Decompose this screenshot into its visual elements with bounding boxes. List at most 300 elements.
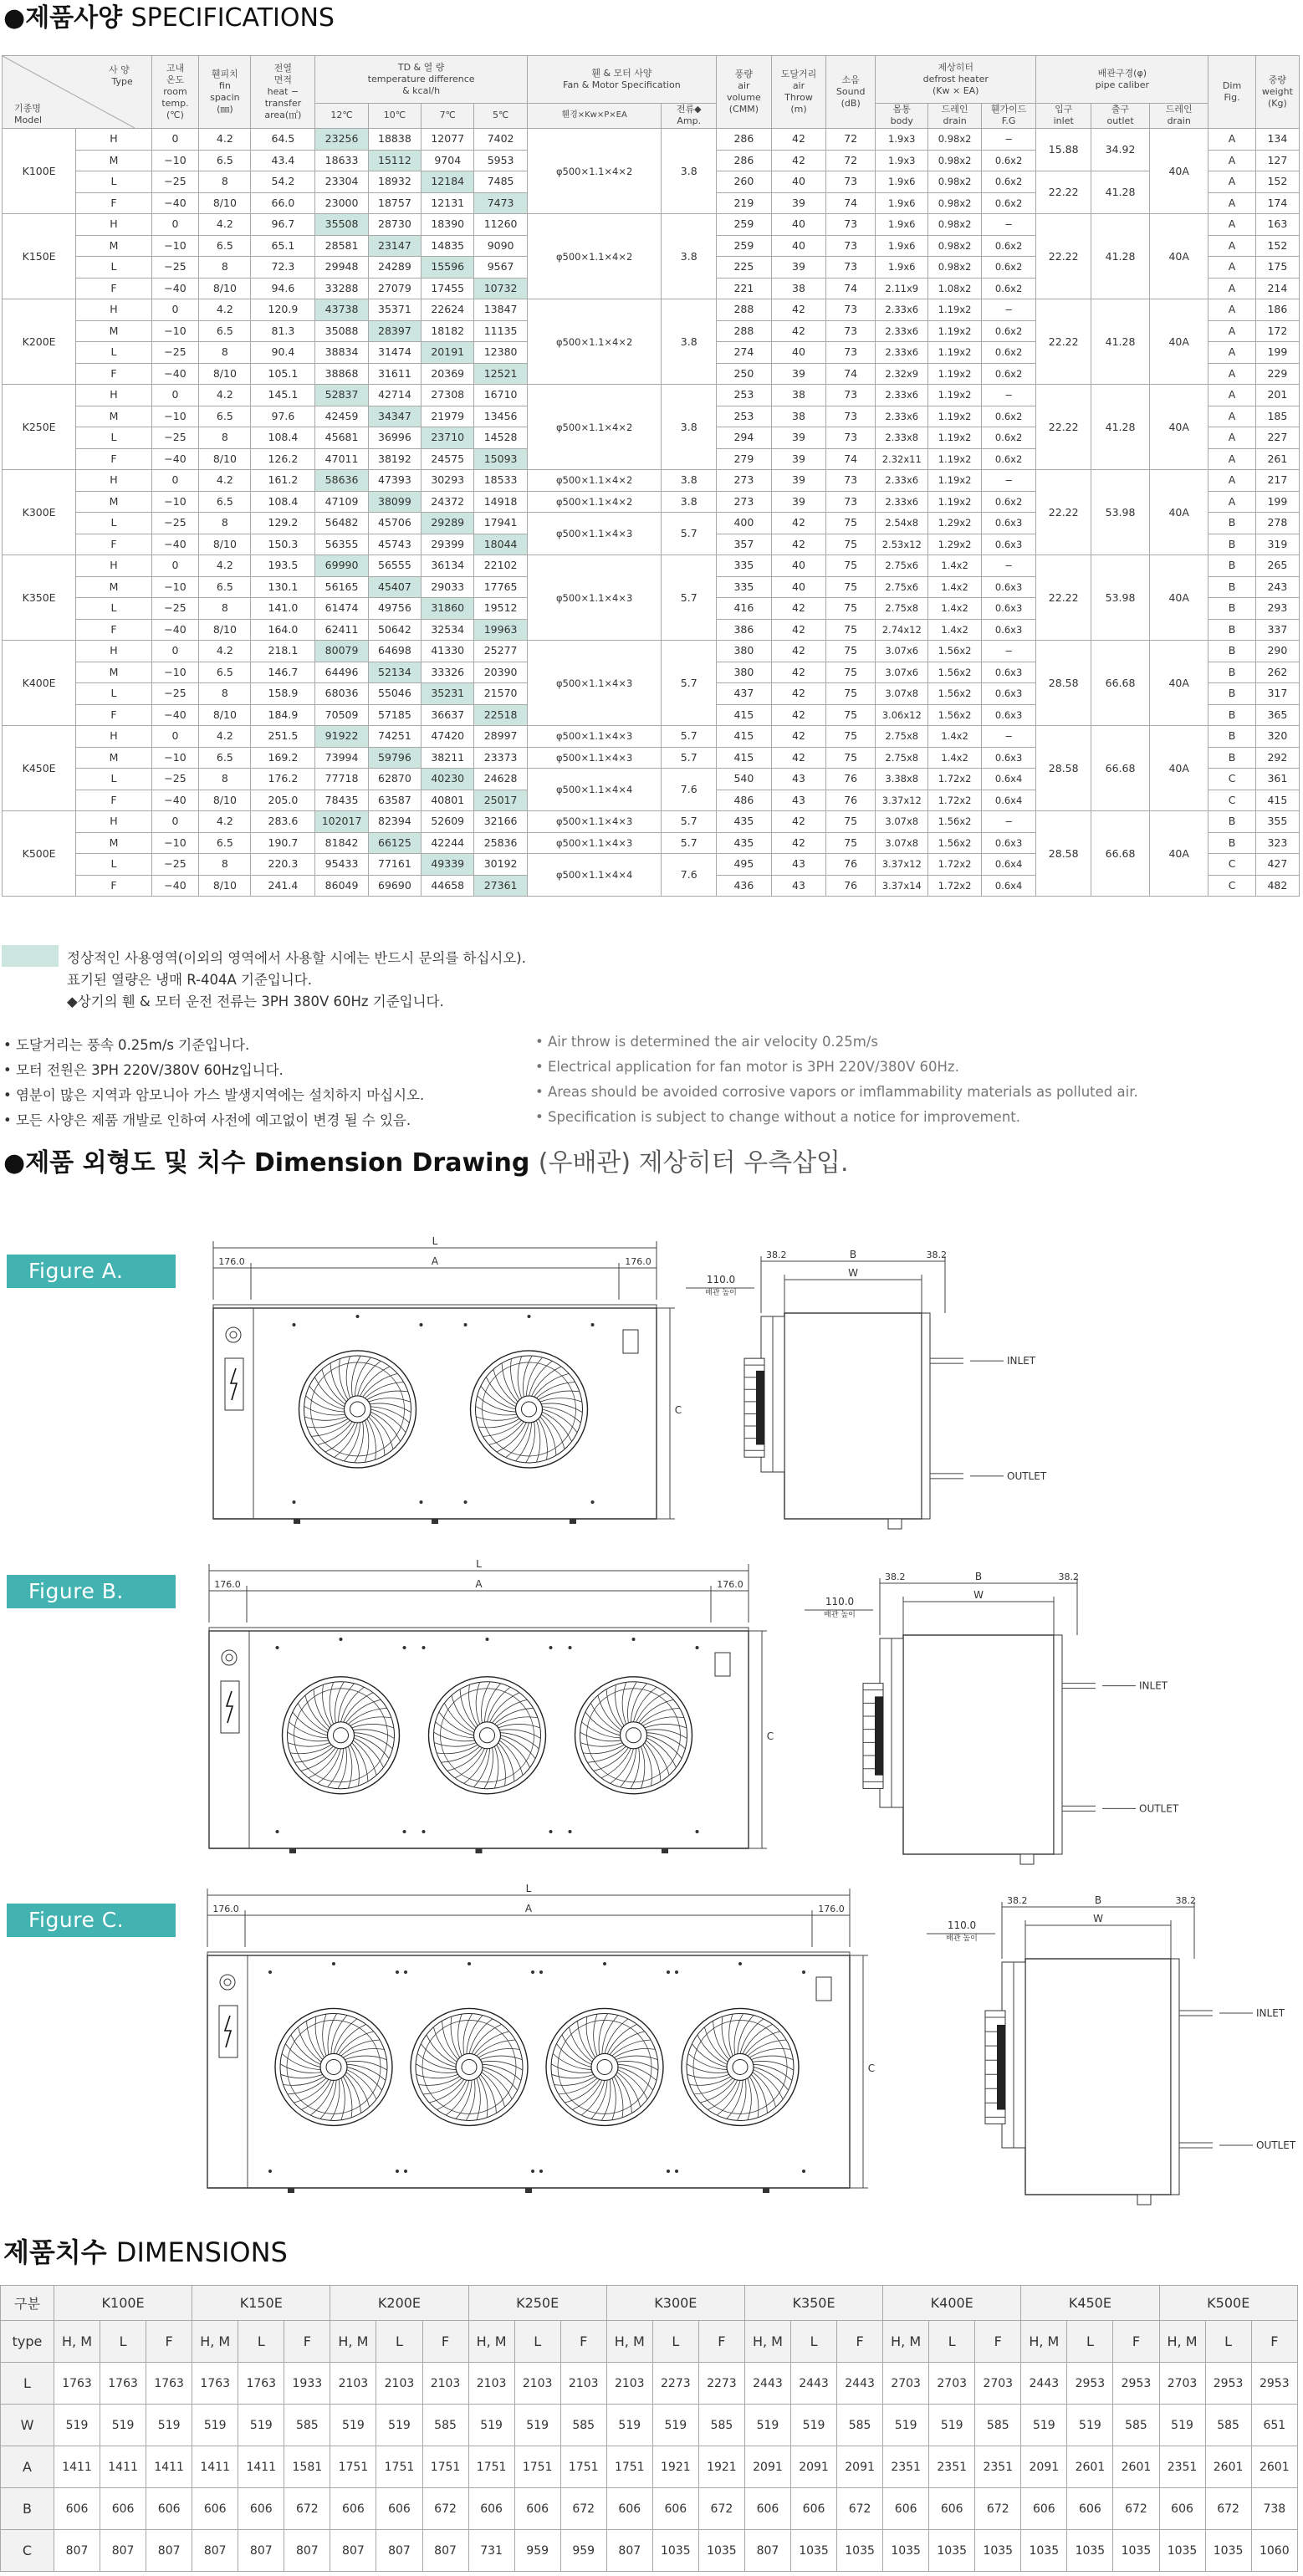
air-throw: 38 xyxy=(771,278,826,299)
defrost-drain: 1.08x2 xyxy=(928,278,981,299)
dim-figure: B xyxy=(1208,747,1256,769)
amp: 5.7 xyxy=(662,726,717,748)
dim-value: 2601 xyxy=(1251,2446,1297,2488)
dim-value: 2953 xyxy=(1205,2363,1251,2405)
header-line: 중량 xyxy=(1268,74,1287,85)
td-kcal: 18044 xyxy=(474,534,527,555)
pipe-outlet: 53.98 xyxy=(1091,470,1150,555)
dim-value: 2953 xyxy=(1113,2363,1159,2405)
td-kcal: 7402 xyxy=(474,129,527,151)
inlet-label: INLET xyxy=(1256,2007,1285,2020)
td-kcal: 12380 xyxy=(474,342,527,364)
dim-row-label: A xyxy=(1,2446,54,2488)
header-line: 휀피치 xyxy=(211,69,238,79)
dim-figure: B xyxy=(1208,555,1256,577)
dim-subcol-header: H, M xyxy=(54,2321,100,2363)
defrost-body: 2.33x6 xyxy=(876,320,928,342)
spec-title-en: SPECIFICATIONS xyxy=(130,3,335,33)
fan-hub xyxy=(516,1396,543,1423)
weight: 292 xyxy=(1255,747,1299,769)
dim-subcol-header: F xyxy=(284,2321,330,2363)
model-name: K350E xyxy=(3,555,76,641)
dim-label-side: 38.2 xyxy=(1007,1895,1028,1906)
pipe-inlet: 28.58 xyxy=(1036,726,1091,811)
dim-value: 1763 xyxy=(100,2363,146,2405)
type-code: M xyxy=(76,150,151,171)
defrost-fan-guide: 0.6x3 xyxy=(981,534,1036,555)
bolt-dot xyxy=(549,1646,553,1649)
defrost-drain: 1.56x2 xyxy=(928,704,981,726)
room-temp: 0 xyxy=(151,555,199,577)
pipe-drain: 40A xyxy=(1150,129,1208,214)
transfer-area: 176.2 xyxy=(251,769,315,790)
header-line: 몸통 xyxy=(892,104,911,115)
dim-value: 606 xyxy=(330,2488,376,2530)
defrost-fan-guide: 0.6x3 xyxy=(981,704,1036,726)
type-code: H xyxy=(76,385,151,406)
room-temp: −10 xyxy=(151,235,199,257)
td-kcal: 32166 xyxy=(474,811,527,833)
defrost-body: 2.32x9 xyxy=(876,363,928,385)
transfer-area: 150.3 xyxy=(251,534,315,555)
dim-value: 738 xyxy=(1251,2488,1297,2530)
air-volume: 335 xyxy=(717,576,772,598)
dim-value: 606 xyxy=(1067,2488,1113,2530)
foot xyxy=(525,2188,532,2193)
defrost-body: 1.9x6 xyxy=(876,171,928,193)
defrost-body: 2.11x9 xyxy=(876,278,928,299)
type-code: M xyxy=(76,576,151,598)
pipe-drain: 40A xyxy=(1150,299,1208,385)
dim-value: 519 xyxy=(376,2405,422,2446)
sound: 73 xyxy=(826,342,876,364)
air-throw: 43 xyxy=(771,790,826,811)
td-kcal: 86049 xyxy=(315,875,368,897)
sound: 73 xyxy=(826,470,876,492)
spec-title-ko: 제품사양 xyxy=(25,3,123,33)
defrost-drain: 1.19x2 xyxy=(928,299,981,321)
amp: 7.6 xyxy=(662,769,717,811)
type-code: M xyxy=(76,406,151,427)
room-temp: 0 xyxy=(151,470,199,492)
room-temp: −25 xyxy=(151,342,199,364)
dim-value: 1411 xyxy=(146,2446,192,2488)
dim-subcol-header: H, M xyxy=(1021,2321,1067,2363)
td-kcal: 23304 xyxy=(315,171,368,193)
td-kcal: 33326 xyxy=(422,662,474,683)
transfer-area: 283.6 xyxy=(251,811,315,833)
dim-title-ko: 제품치수 xyxy=(3,2236,107,2268)
defrost-fan-guide: − xyxy=(981,299,1036,321)
type-code: H xyxy=(76,555,151,577)
dim-figure: C xyxy=(1208,790,1256,811)
td-kcal: 28581 xyxy=(315,235,368,257)
td-kcal: 27079 xyxy=(368,278,421,299)
transfer-area: 120.9 xyxy=(251,299,315,321)
pipe-drain: 40A xyxy=(1150,811,1208,897)
dim-value: 519 xyxy=(652,2405,698,2446)
amp: 3.8 xyxy=(662,299,717,385)
weight: 199 xyxy=(1255,342,1299,364)
header-line: spacin xyxy=(210,92,240,103)
type-code: H xyxy=(76,641,151,662)
defrost-fan-guide: 0.6x2 xyxy=(981,320,1036,342)
td-kcal: 74251 xyxy=(368,726,421,748)
weight: 290 xyxy=(1255,641,1299,662)
defrost-body: 2.33x6 xyxy=(876,406,928,427)
td-kcal: 82394 xyxy=(368,811,421,833)
air-volume: 436 xyxy=(717,875,772,897)
amp: 5.7 xyxy=(662,555,717,641)
air-volume: 279 xyxy=(717,448,772,470)
dim-subcol-header: H, M xyxy=(744,2321,790,2363)
weight: 482 xyxy=(1255,875,1299,897)
bolt-dot xyxy=(528,1315,531,1318)
header-line: weight xyxy=(1261,86,1293,97)
td-kcal: 47420 xyxy=(422,726,474,748)
transfer-area: 158.9 xyxy=(251,683,315,705)
dim-value: 606 xyxy=(238,2488,284,2530)
pipe-outlet: 66.68 xyxy=(1091,726,1150,811)
fin-spacing: 6.5 xyxy=(199,576,251,598)
air-volume: 219 xyxy=(717,192,772,214)
td-kcal: 62870 xyxy=(368,769,421,790)
type-code: L xyxy=(76,683,151,705)
td-kcal: 47109 xyxy=(315,491,368,513)
dim-label-L: L xyxy=(476,1558,482,1570)
defrost-body: 2.33x6 xyxy=(876,491,928,513)
header-line: air xyxy=(792,80,805,91)
air-volume: 260 xyxy=(717,171,772,193)
weight: 415 xyxy=(1255,790,1299,811)
defrost-fan-guide: 0.6x3 xyxy=(981,513,1036,534)
transfer-area: 164.0 xyxy=(251,619,315,641)
dim-value: 807 xyxy=(146,2530,192,2572)
air-throw: 40 xyxy=(771,342,826,364)
air-throw: 43 xyxy=(771,854,826,876)
fan-motor-spec: φ500×1.1×4×3 xyxy=(527,641,662,726)
air-volume: 221 xyxy=(717,278,772,299)
defrost-body: 2.75x6 xyxy=(876,555,928,577)
transfer-area: 90.4 xyxy=(251,342,315,364)
header-line: TD & 열 량 xyxy=(397,61,445,73)
air-throw: 42 xyxy=(771,320,826,342)
air-volume: 274 xyxy=(717,342,772,364)
dim-figure: B xyxy=(1208,832,1256,854)
fan-motor-spec: φ500×1.1×4×3 xyxy=(527,513,662,555)
defrost-drain: 0.98x2 xyxy=(928,171,981,193)
td-kcal: 21570 xyxy=(474,683,527,705)
dim-label-W: W xyxy=(1093,1913,1103,1924)
fin-spacing: 6.5 xyxy=(199,320,251,342)
dim-value: 519 xyxy=(468,2405,514,2446)
defrost-fan-guide: − xyxy=(981,214,1036,236)
fin-spacing: 4.2 xyxy=(199,555,251,577)
sound: 73 xyxy=(826,320,876,342)
defrost-drain: 1.19x2 xyxy=(928,320,981,342)
room-temp: −10 xyxy=(151,320,199,342)
defrost-body: 2.54x8 xyxy=(876,513,928,534)
unit-body-side xyxy=(784,1313,922,1519)
dim-value: 2351 xyxy=(1159,2446,1205,2488)
amp: 5.7 xyxy=(662,513,717,555)
td-kcal: 18633 xyxy=(315,150,368,171)
air-volume: 415 xyxy=(717,747,772,769)
dim-value: 2103 xyxy=(422,2363,468,2405)
pipe-outlet: 41.28 xyxy=(1091,385,1150,470)
header-line: (m) xyxy=(790,104,807,115)
fin-spacing: 8 xyxy=(199,513,251,534)
td-kcal: 23710 xyxy=(422,427,474,449)
weight: 152 xyxy=(1255,235,1299,257)
td-kcal: 10732 xyxy=(474,278,527,299)
dim-value: 1751 xyxy=(606,2446,652,2488)
dim-figure: B xyxy=(1208,726,1256,748)
td-kcal: 69990 xyxy=(315,555,368,577)
weight: 365 xyxy=(1255,704,1299,726)
bolt-dot xyxy=(667,1970,670,1974)
defrost-fan-guide: 0.6x3 xyxy=(981,832,1036,854)
dim-value: 807 xyxy=(422,2530,468,2572)
note-en-3: • Areas should be avoided corrosive vapors or imflammability materials as polluted air. xyxy=(535,1084,1138,1100)
defrost-fan-guide: 0.6x2 xyxy=(981,150,1036,171)
sound: 73 xyxy=(826,491,876,513)
defrost-fan-guide: 0.6x2 xyxy=(981,278,1036,299)
fin-spacing: 8/10 xyxy=(199,619,251,641)
bolt-dot xyxy=(591,1500,595,1504)
dim-subcol-header: F xyxy=(146,2321,192,2363)
dim-value: 807 xyxy=(330,2530,376,2572)
air-throw: 42 xyxy=(771,726,826,748)
td-kcal: 56482 xyxy=(315,513,368,534)
dim-subcol-header: F xyxy=(560,2321,606,2363)
dim-corner-top: 구분 xyxy=(1,2286,54,2321)
td-kcal: 17765 xyxy=(474,576,527,598)
header-line: 제상히터 xyxy=(938,61,973,73)
legend-note-3: ◆상기의 휀 & 모터 운전 전류는 3PH 380V 60Hz 기준입니다. xyxy=(67,994,444,1009)
room-temp: −25 xyxy=(151,683,199,705)
dim-label-depth-note: 배관 높이 xyxy=(824,1611,856,1619)
td-kcal: 57185 xyxy=(368,704,421,726)
td-kcal: 25836 xyxy=(474,832,527,854)
td-kcal: 21979 xyxy=(422,406,474,427)
dim-value: 731 xyxy=(468,2530,514,2572)
td-kcal: 29289 xyxy=(422,513,474,534)
td-kcal: 18390 xyxy=(422,214,474,236)
transfer-area: 130.1 xyxy=(251,576,315,598)
sound: 75 xyxy=(826,641,876,662)
fin-spacing: 8/10 xyxy=(199,278,251,299)
header-line: & kcal/h xyxy=(402,84,441,96)
legend-note-2: 표기된 열량은 냉매 R-404A 기준입니다. xyxy=(67,972,312,988)
type-code: H xyxy=(76,726,151,748)
note-ko-1: • 도달거리는 풍속 0.25m/s 기준입니다. xyxy=(3,1037,250,1053)
note-en-4: • Specification is subject to change without a notice for improvement. xyxy=(535,1109,1021,1125)
type-code: L xyxy=(76,257,151,279)
td-kcal: 36134 xyxy=(422,555,474,577)
td-kcal: 45743 xyxy=(368,534,421,555)
dim-figure: A xyxy=(1208,171,1256,193)
td-kcal: 18838 xyxy=(368,129,421,151)
room-temp: 0 xyxy=(151,726,199,748)
air-volume: 486 xyxy=(717,790,772,811)
td-kcal: 45681 xyxy=(315,427,368,449)
air-volume: 435 xyxy=(717,811,772,833)
dim-value: 519 xyxy=(192,2405,238,2446)
type-code: L xyxy=(76,769,151,790)
dim-value: 807 xyxy=(606,2530,652,2572)
defrost-body: 1.9x6 xyxy=(876,257,928,279)
dim-value: 606 xyxy=(606,2488,652,2530)
air-volume: 288 xyxy=(717,320,772,342)
side-panel xyxy=(1171,1959,1179,2195)
dim-corner-bottom: type xyxy=(1,2321,54,2363)
motor-body xyxy=(875,1696,883,1775)
dim-figure: B xyxy=(1208,683,1256,705)
dim-subcol-header: H, M xyxy=(883,2321,929,2363)
air-volume: 357 xyxy=(717,534,772,555)
type-code: M xyxy=(76,832,151,854)
weight: 134 xyxy=(1255,129,1299,151)
defrost-body: 3.37x12 xyxy=(876,790,928,811)
dim-model-header: K300E xyxy=(606,2286,744,2321)
fan-motor-spec: φ500×1.1×4×2 xyxy=(527,385,662,470)
td-kcal: 22102 xyxy=(474,555,527,577)
dim-label-edge: 176.0 xyxy=(214,1579,241,1590)
dim-value: 606 xyxy=(146,2488,192,2530)
transfer-area: 64.5 xyxy=(251,129,315,151)
weight: 261 xyxy=(1255,448,1299,470)
dim-value: 2351 xyxy=(929,2446,975,2488)
dim-value: 2351 xyxy=(883,2446,929,2488)
dimensions-section-title xyxy=(3,2235,288,2270)
amp: 3.8 xyxy=(662,491,717,513)
dim-value: 1035 xyxy=(791,2530,837,2572)
fin-spacing: 8 xyxy=(199,427,251,449)
defrost-fan-guide: − xyxy=(981,470,1036,492)
dim-value: 2091 xyxy=(837,2446,883,2488)
header-line: heat − xyxy=(267,86,299,97)
td-kcal: 42244 xyxy=(422,832,474,854)
td-kcal: 17455 xyxy=(422,278,474,299)
sound: 74 xyxy=(826,448,876,470)
room-temp: −25 xyxy=(151,171,199,193)
fin-spacing: 8 xyxy=(199,769,251,790)
bolt-dot xyxy=(332,1962,335,1965)
dim-row-label: B xyxy=(1,2488,54,2530)
weight: 186 xyxy=(1255,299,1299,321)
td-kcal: 52837 xyxy=(315,385,368,406)
dim-value: 807 xyxy=(100,2530,146,2572)
defrost-drain: 1.56x2 xyxy=(928,832,981,854)
weight: 152 xyxy=(1255,171,1299,193)
dim-row xyxy=(1,2405,1298,2446)
td-kcal: 69690 xyxy=(368,875,421,897)
dim-label-W: W xyxy=(848,1267,858,1279)
td-kcal: 35088 xyxy=(315,320,368,342)
type-code: F xyxy=(76,363,151,385)
dim-value: 807 xyxy=(54,2530,100,2572)
sound: 73 xyxy=(826,171,876,193)
bolt-dot xyxy=(420,1500,423,1504)
dim-value: 672 xyxy=(1113,2488,1159,2530)
td-kcal: 9704 xyxy=(422,150,474,171)
bolt-dot xyxy=(293,1323,296,1326)
room-temp: −40 xyxy=(151,619,199,641)
td-kcal: 33288 xyxy=(315,278,368,299)
dim-value: 2103 xyxy=(330,2363,376,2405)
defrost-body: 2.33x6 xyxy=(876,299,928,321)
header-fan-sub: 휀경×Kw×P×EA xyxy=(527,103,662,128)
dim-model-header: K450E xyxy=(1021,2286,1159,2321)
fan-motor-spec: φ500×1.1×4×2 xyxy=(527,129,662,214)
td-kcal: 30192 xyxy=(474,854,527,876)
header-line: drain xyxy=(943,115,967,127)
bolt-dot xyxy=(340,1638,343,1641)
fin-spacing: 8/10 xyxy=(199,534,251,555)
defrost-body: 1.9x3 xyxy=(876,129,928,151)
defrost-fan-guide: 0.6x2 xyxy=(981,406,1036,427)
fin-spacing: 8 xyxy=(199,171,251,193)
air-volume: 259 xyxy=(717,214,772,236)
td-kcal: 77161 xyxy=(368,854,421,876)
dim-figure: A xyxy=(1208,320,1256,342)
defrost-fan-guide: 0.6x2 xyxy=(981,491,1036,513)
bolt-dot xyxy=(420,1323,423,1326)
defrost-drain: 1.72x2 xyxy=(928,769,981,790)
note-en-2: • Electrical application for fan motor is 3PH 220V/380V 60Hz. xyxy=(535,1059,959,1075)
defrost-fan-guide: 0.6x4 xyxy=(981,875,1036,897)
defrost-drain: 1.56x2 xyxy=(928,683,981,705)
dim-label-L: L xyxy=(432,1235,438,1247)
defrost-drain: 1.19x2 xyxy=(928,448,981,470)
header-line: 휀 & 모터 사양 xyxy=(591,67,652,79)
header-line: room xyxy=(163,86,187,97)
dim-value: 1035 xyxy=(837,2530,883,2572)
defrost-body: 2.33x6 xyxy=(876,385,928,406)
dim-subcol-header: F xyxy=(1251,2321,1297,2363)
pipe-outlet: 41.28 xyxy=(1091,171,1150,214)
dim-value: 519 xyxy=(514,2405,560,2446)
pipe-outlet: 53.98 xyxy=(1091,555,1150,641)
figure-a-tag: Figure A. xyxy=(7,1255,176,1288)
air-throw: 40 xyxy=(771,235,826,257)
air-volume: 259 xyxy=(717,235,772,257)
dim-value: 519 xyxy=(1067,2405,1113,2446)
dim-value: 1933 xyxy=(284,2363,330,2405)
dim-value: 2443 xyxy=(744,2363,790,2405)
defrost-drain: 1.19x2 xyxy=(928,427,981,449)
pipe-inlet: 15.88 xyxy=(1036,129,1091,171)
td-kcal: 18757 xyxy=(368,192,421,214)
pipe-drain: 40A xyxy=(1150,726,1208,811)
inlet-label: INLET xyxy=(1139,1679,1168,1692)
td-kcal: 95433 xyxy=(315,854,368,876)
td-kcal: 15112 xyxy=(368,150,421,171)
fin-spacing: 8 xyxy=(199,598,251,620)
foot xyxy=(432,1519,438,1524)
dim-value: 1035 xyxy=(1067,2530,1113,2572)
dim-label-A: A xyxy=(431,1255,439,1267)
fan-motor-spec: φ500×1.1×4×4 xyxy=(527,769,662,811)
td-kcal: 61474 xyxy=(315,598,368,620)
td-kcal: 24628 xyxy=(474,769,527,790)
dim-label-C: C xyxy=(766,1730,774,1742)
header-line: volume xyxy=(726,92,761,103)
td-kcal: 40230 xyxy=(422,769,474,790)
room-temp: −40 xyxy=(151,875,199,897)
air-throw: 42 xyxy=(771,619,826,641)
